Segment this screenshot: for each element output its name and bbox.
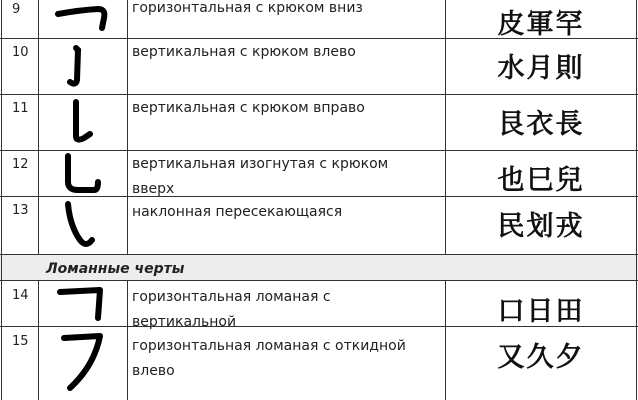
row-number: 14 [12, 288, 29, 303]
row-number: 13 [12, 203, 29, 218]
example-characters: 皮軍罕 [497, 9, 585, 40]
vertical-hook-right-stroke-icon [40, 94, 128, 150]
column-divider [1, 0, 2, 400]
row-description: вертикальная с крюком влево [132, 44, 356, 60]
section-label: Ломанные черты [46, 261, 185, 277]
slanted-crossing-stroke-icon [40, 196, 128, 254]
example-characters: 艮衣長 [497, 109, 585, 140]
column-divider [445, 0, 446, 254]
column-divider [38, 280, 39, 400]
vertical-hook-left-stroke-icon [40, 38, 128, 94]
row-description: горизонтальная с крюком вниз [132, 0, 363, 16]
column-divider [636, 0, 637, 400]
column-divider [38, 0, 39, 254]
column-divider [445, 280, 446, 400]
row-number: 9 [12, 2, 21, 17]
row-number: 15 [12, 334, 29, 349]
example-characters: 也巳兒 [497, 165, 585, 196]
example-characters: 水月則 [497, 53, 585, 84]
row-number: 11 [12, 101, 29, 116]
row-description: горизонтальная ломаная с вертикальной [132, 289, 331, 330]
example-characters: 又久夕 [497, 342, 585, 373]
row-number: 10 [12, 45, 29, 60]
vertical-curved-hook-up-stroke-icon [40, 150, 128, 196]
horizontal-bend-left-falling-stroke-icon [40, 326, 128, 400]
row-description: вертикальная с крюком вправо [132, 100, 365, 116]
row-number: 12 [12, 157, 29, 172]
row-description: горизонтальная ломаная с откидной влево [132, 338, 406, 379]
row-divider [0, 254, 638, 255]
horizontal-bend-vertical-stroke-icon [40, 280, 128, 326]
row-description: наклонная пересекающаяся [132, 204, 343, 220]
example-characters: 口日田 [497, 296, 585, 327]
row-description: вертикальная изогнутая с крюком вверх [132, 156, 389, 197]
example-characters: 民划戎 [497, 211, 585, 242]
horizontal-hook-down-stroke-icon [40, 0, 128, 38]
